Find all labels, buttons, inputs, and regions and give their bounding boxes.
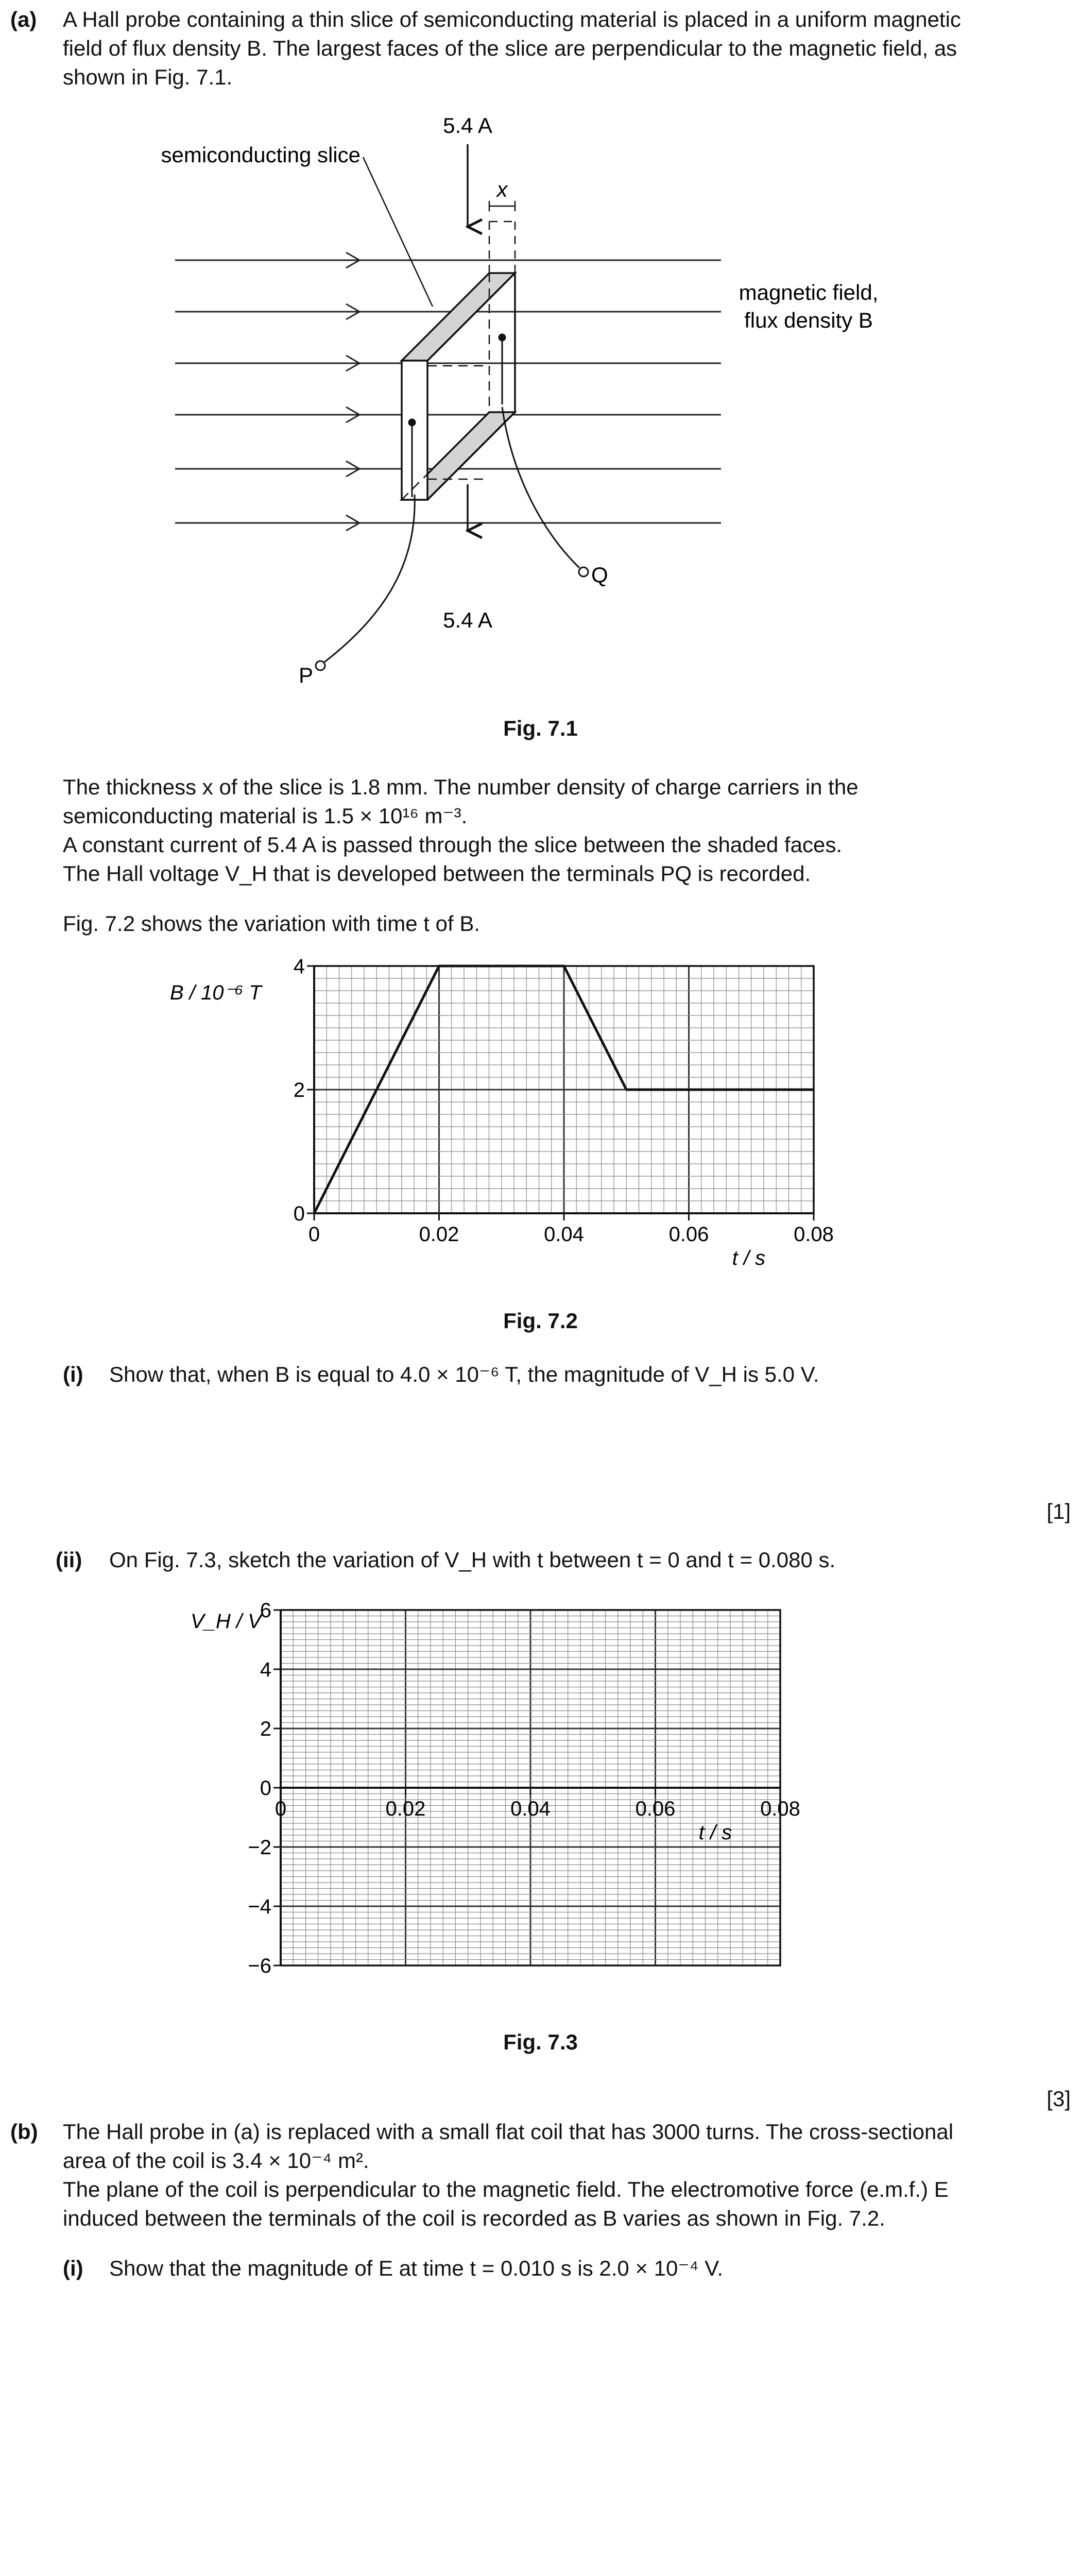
y-tick-label: 2: [293, 1079, 305, 1101]
thickness-label: x: [496, 177, 508, 201]
x-tick-label: 0.02: [385, 1798, 426, 1820]
x-tick-label: 0.06: [668, 1223, 709, 1246]
x-tick-label: 0: [274, 1798, 287, 1820]
x-tick-label: 0.08: [760, 1798, 800, 1820]
current-top-label: 5.4 A: [443, 113, 492, 138]
field-label-line2: flux density B: [744, 308, 873, 332]
part-a-intro-line3: shown in Fig. 7.1.: [63, 65, 233, 89]
fig-7-2-caption: Fig. 7.2: [503, 1309, 578, 1333]
x-tick-label: 0: [308, 1223, 320, 1246]
field-lines: [175, 252, 721, 531]
b-i-text: Show that the magnitude of E at time t = 0.010 s is 2.0 × 10⁻⁴ V.: [109, 2256, 724, 2280]
y-tick-label: 2: [260, 1718, 271, 1740]
part-b-line2: area of the coil is 3.4 × 10⁻⁴ m².: [63, 2148, 369, 2173]
x-axis-label: t / s: [698, 1821, 732, 1844]
x-tick-label: 0.04: [544, 1223, 584, 1246]
y-tick-label: −4: [248, 1895, 271, 1918]
x-tick-label: 0.06: [635, 1798, 676, 1820]
y-tick-label: −6: [248, 1955, 271, 1977]
x-tick-label: 0.02: [419, 1223, 459, 1246]
a-i-mark: [1]: [1046, 1499, 1071, 1523]
field-label-line1: magnetic field,: [739, 280, 879, 304]
fig-7-2-intro: Fig. 7.2 shows the variation with time t of B.: [63, 911, 481, 936]
x-axis-label: t / s: [732, 1247, 766, 1269]
slice-label: semiconducting slice: [161, 143, 361, 167]
y-tick-label: −2: [248, 1836, 271, 1859]
a-i-text: Show that, when B is equal to 4.0 × 10⁻⁶ T, the magnitude of V_H is 5.0 V.: [109, 1362, 819, 1386]
fig-7-3-caption: Fig. 7.3: [503, 2030, 578, 2054]
fig-7-2-chart: [0, 948, 1081, 1278]
part-b-line3: The plane of the coil is perpendicular to the magnetic field. The electromotive force (e.m.f.) E: [63, 2177, 949, 2201]
info-line1: The thickness x of the slice is 1.8 mm. The number density of charge carriers in the: [63, 775, 859, 799]
info-line2: semiconducting material is 1.5 × 10¹⁶ m⁻³.: [63, 804, 468, 828]
a-ii-text: On Fig. 7.3, sketch the variation of V_H with t between t = 0 and t = 0.080 s.: [109, 1548, 836, 1572]
part-b-line4: induced between the terminals of the coil is recorded as B varies as shown in Fig. 7.2.: [63, 2206, 885, 2230]
a-i-label: (i): [63, 1362, 83, 1386]
part-b-line1: The Hall probe in (a) is replaced with a small flat coil that has 3000 turns. The cross-sectional: [63, 2120, 954, 2144]
semiconducting-slice: [402, 222, 515, 500]
a-ii-label: (ii): [56, 1548, 82, 1572]
part-a-intro-line2: field of flux density B. The largest faces of the slice are perpendicular to the magnetic field, as: [63, 36, 957, 60]
x-tick-label: 0.08: [794, 1223, 834, 1246]
y-tick-label: 4: [260, 1658, 271, 1681]
y-axis-label: V_H / V: [191, 1610, 262, 1633]
x-tick-label: 0.04: [510, 1798, 551, 1820]
y-axis-label: B / 10⁻⁶ T: [170, 981, 262, 1004]
terminal-p-label: P: [299, 663, 314, 687]
part-a-intro-line1: A Hall probe containing a thin slice of semiconducting material is placed in a uniform magnetic: [63, 7, 961, 31]
part-a-label: (a): [10, 7, 37, 31]
thickness-dimension: [489, 201, 515, 211]
fig-7-3-chart: [0, 1592, 1081, 2004]
part-b-label: (b): [10, 2120, 38, 2144]
y-tick-label: 6: [260, 1599, 271, 1622]
y-tick-label: 0: [260, 1777, 271, 1800]
y-tick-label: 4: [293, 955, 305, 978]
info-line4: The Hall voltage V_H that is developed between the terminals PQ is recorded.: [63, 861, 811, 886]
y-tick-label: 0: [293, 1202, 305, 1225]
current-bottom-label: 5.4 A: [443, 608, 492, 632]
fig-7-1-diagram: [0, 103, 1081, 711]
fig-7-1-caption: Fig. 7.1: [503, 716, 578, 740]
a-ii-mark: [3]: [1046, 2087, 1071, 2111]
b-i-label: (i): [63, 2256, 83, 2280]
info-line3: A constant current of 5.4 A is passed through the slice between the shaded faces.: [63, 833, 842, 857]
terminal-q-label: Q: [591, 563, 608, 587]
